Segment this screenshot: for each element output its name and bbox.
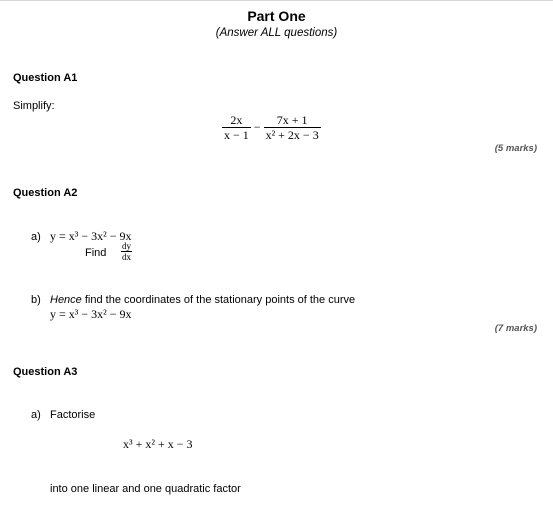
question-a2-part-b-label: b) <box>31 294 41 306</box>
question-a2-marks: (7 marks) <box>494 323 537 334</box>
find-label: Find <box>85 247 107 259</box>
fraction-1 <box>222 113 251 142</box>
fraction-2 <box>264 113 321 142</box>
top-divider <box>0 0 553 1</box>
question-a3-part-a-text: Factorise <box>50 409 96 421</box>
derivative-denominator: dx <box>122 252 131 262</box>
question-a3-closing-text: into one linear and one quadratic factor <box>50 483 241 495</box>
question-a1-heading: Question A1 <box>13 72 78 84</box>
question-a2-part-a-equation: y = x³ − 3x² − 9x <box>50 229 132 243</box>
fraction-2-numerator: 7x + 1 <box>276 113 308 127</box>
question-a2-part-a-label: a) <box>31 231 41 243</box>
question-a3-expression: x³ + x² + x − 3 <box>123 437 193 451</box>
minus-sign: − <box>253 120 261 134</box>
question-a1-expression <box>222 113 321 142</box>
derivative-numerator: dy <box>122 241 131 251</box>
question-a2-heading: Question A2 <box>13 187 78 199</box>
fraction-1-denominator: x − 1 <box>224 128 249 142</box>
fraction-2-denominator: x² + 2x − 3 <box>265 128 319 142</box>
derivative-expression <box>121 241 132 262</box>
question-a1-marks: (5 marks) <box>494 143 537 154</box>
question-a2-part-b-text <box>50 294 355 306</box>
question-a3-heading: Question A3 <box>13 366 78 378</box>
part-b-instruction: find the coordinates of the stationary points of the curve <box>81 294 356 306</box>
derivative-fraction <box>121 241 132 262</box>
question-a3-part-a-label: a) <box>31 409 41 421</box>
fraction-1-numerator: 2x <box>230 113 243 127</box>
hence-word: Hence <box>50 294 82 306</box>
page-title: Part One <box>247 8 306 24</box>
question-a1-instruction: Simplify: <box>13 100 55 112</box>
page-subtitle: (Answer ALL questions) <box>215 27 338 39</box>
question-a2-part-b-equation: y = x³ − 3x² − 9x <box>50 307 132 321</box>
